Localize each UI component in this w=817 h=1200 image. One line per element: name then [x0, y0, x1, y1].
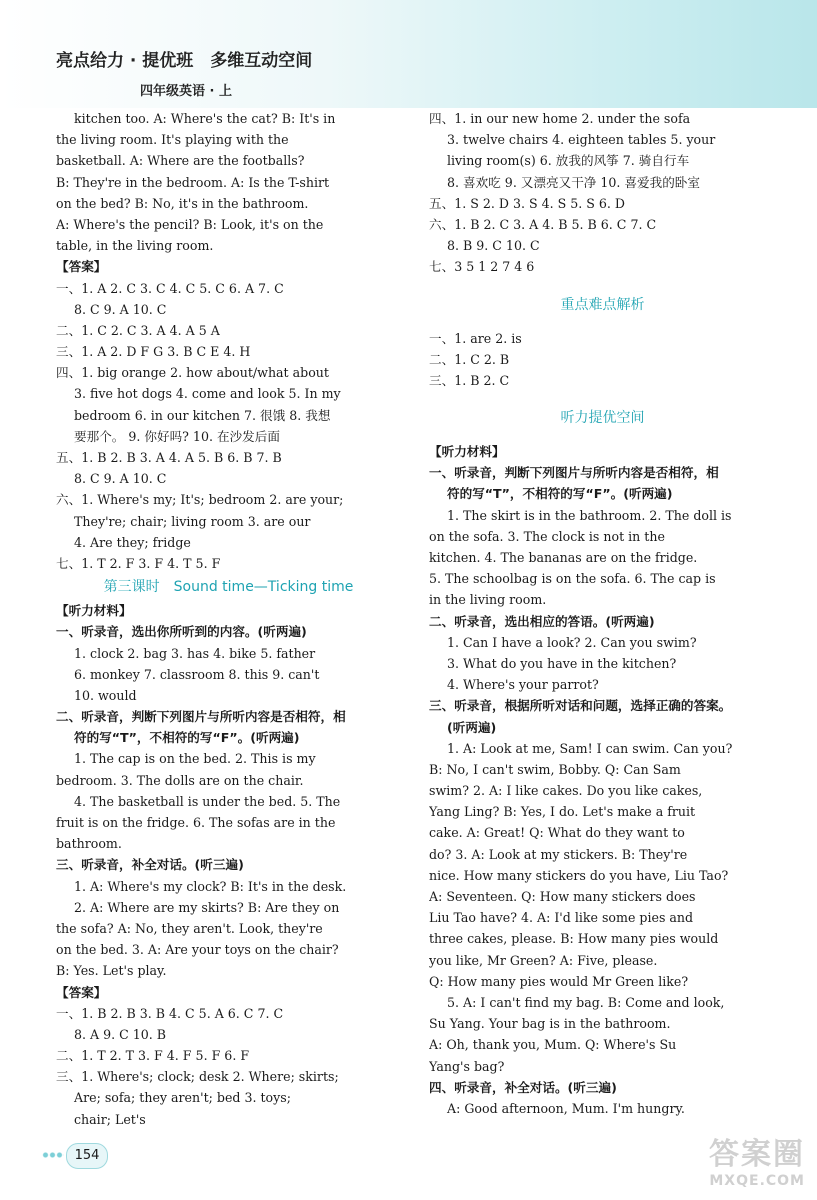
text-line: 4. Where's your parrot? — [447, 677, 599, 693]
answer-line: 8. A 9. C 10. B — [74, 1026, 167, 1042]
answer-line: 七、1. T 2. F 3. F 4. T 5. F — [56, 555, 221, 571]
watermark-url: MXQE.COM — [709, 1173, 805, 1189]
answer-line: bedroom 6. in our kitchen 7. 很饿 8. 我想 — [74, 407, 331, 423]
text-line: Q: How many pies would Mr Green like? — [429, 973, 689, 989]
text-line: fruit is on the fridge. 6. The sofas are in the — [56, 815, 336, 830]
text-line: nice. How many stickers do you have, Liu Tao? — [429, 867, 729, 883]
question-heading: 一、听录音，判断下列图片与所听内容是否相符，相 — [429, 465, 719, 481]
text-line: B: They're in the bedroom. A: Is the T-shirt — [56, 174, 330, 190]
answer-line: 一、1. are 2. is — [429, 330, 522, 346]
question-heading: 三、听录音，补全对话。(听三遍) — [56, 857, 244, 873]
decorative-dots — [42, 1151, 64, 1159]
text-line: 1. A: Where's my clock? B: It's in the desk. — [74, 878, 347, 894]
listening-block — [56, 621, 401, 981]
text-line: 5. A: I can't find my bag. B: Come and look, — [447, 994, 725, 1010]
text-line: B: No, I can't swim, Bobby. Q: Can Sam — [429, 761, 681, 777]
listening-label: 【听力材料】 — [429, 444, 505, 460]
answers-block-2 — [56, 1003, 401, 1130]
answer-line: 三、1. Where's; clock; desk 2. Where; skirts; — [56, 1069, 339, 1085]
text-line: cake. A: Great! Q: What do they want to — [429, 825, 685, 841]
key-points-block — [429, 328, 776, 392]
question-heading: 二、听录音，判断下列图片与所听内容是否相符，相 — [56, 709, 346, 725]
question-heading: 一、听录音，选出你所听到的内容。(听两遍) — [56, 624, 307, 640]
text-line: bedroom. 3. The dolls are on the chair. — [56, 772, 304, 788]
answer-line: 8. C 9. A 10. C — [74, 471, 167, 487]
answer-line: 七、3 5 1 2 7 4 6 — [429, 259, 535, 275]
question-heading: 二、听录音，选出相应的答语。(听两遍) — [429, 613, 655, 629]
text-line: kitchen. 4. The bananas are on the fridge. — [429, 550, 698, 565]
answer-line: 一、1. B 2. B 3. B 4. C 5. A 6. C 7. C — [56, 1005, 284, 1021]
text-line: 2. A: Where are my skirts? B: Are they on — [74, 899, 340, 915]
right-column — [429, 108, 776, 1119]
text-line: on the bed? B: No, it's in the bathroom. — [56, 195, 309, 211]
text-line: bathroom. — [56, 836, 122, 852]
listening-label: 【听力材料】 — [56, 603, 132, 619]
left-top-block — [56, 108, 401, 256]
text-line: swim? 2. A: I like cakes. Do you like cakes, — [429, 783, 703, 799]
section-heading-listening: 听力提优空间 — [560, 410, 645, 427]
answer-line: 三、1. B 2. C — [429, 372, 510, 388]
book-subtitle: 四年级英语 · 上 — [140, 84, 232, 99]
answer-line: chair; Let's — [74, 1111, 146, 1127]
text-line: basketball. A: Where are the footballs? — [56, 153, 305, 169]
answer-line: They're; chair; living room 3. are our — [74, 513, 311, 529]
lesson-heading: 第三课时 Sound time—Ticking time — [103, 579, 354, 596]
text-line: Liu Tao have? 4. A: I'd like some pies and — [429, 910, 694, 926]
right-top-block — [429, 108, 776, 278]
watermark — [709, 1138, 805, 1190]
question-heading: 四、听录音，补全对话。(听三遍) — [429, 1079, 617, 1095]
answer-line: 4. Are they; fridge — [74, 534, 191, 550]
text-line: A: Where's the pencil? B: Look, it's on the — [56, 216, 324, 232]
series-title: 亮点给力 · 提优班 多维互动空间 — [56, 51, 313, 71]
text-line: the living room. It's playing with the — [56, 132, 289, 148]
text-line: 1. Can I have a look? 2. Can you swim? — [447, 634, 697, 650]
text-line: Yang's bag? — [429, 1058, 505, 1074]
text-line: B: Yes. Let's play. — [56, 963, 167, 979]
text-line: 10. would — [74, 687, 137, 703]
answer-line: 一、1. A 2. C 3. C 4. C 5. C 6. A 7. C — [56, 280, 284, 296]
answer-line: 二、1. C 2. C 3. A 4. A 5 A — [56, 322, 220, 338]
text-line: three cakes, please. B: How many pies would — [429, 931, 719, 947]
text-line: you like, Mr Green? A: Five, please. — [429, 952, 658, 968]
answer-line: 8. B 9. C 10. C — [447, 238, 540, 254]
text-line: on the sofa. 3. The clock is not in the — [429, 528, 665, 544]
answer-line: 3. five hot dogs 4. come and look 5. In my — [74, 386, 341, 402]
answer-line: 二、1. T 2. T 3. F 4. F 5. F 6. F — [56, 1048, 250, 1064]
answer-line: 五、1. B 2. B 3. A 4. A 5. B 6. B 7. B — [56, 450, 282, 465]
text-line: A: Oh, thank you, Mum. Q: Where's Su — [429, 1037, 677, 1053]
answer-line: 8. C 9. A 10. C — [74, 301, 167, 317]
text-line: Yang Ling? B: Yes, I do. Let's make a fruit — [429, 804, 696, 820]
section-heading-key-points: 重点难点解析 — [560, 296, 645, 313]
answer-line: living room(s) 6. 放我的风筝 7. 骑自行车 — [447, 153, 690, 169]
answer-line: 六、1. Where's my; It's; bedroom 2. are your; — [56, 492, 344, 508]
answer-line: Are; sofa; they aren't; bed 3. toys; — [74, 1090, 291, 1106]
text-line: in the living room. — [429, 592, 547, 608]
text-line: table, in the living room. — [56, 238, 214, 254]
text-line: A: Good afternoon, Mum. I'm hungry. — [447, 1100, 685, 1116]
text-line: A: Seventeen. Q: How many stickers does — [429, 889, 696, 904]
page-number: 154 — [66, 1143, 108, 1169]
text-line: 1. The skirt is in the bathroom. 2. The doll is — [447, 507, 732, 523]
text-line: 1. The cap is on the bed. 2. This is my — [74, 751, 316, 767]
answer-line: 五、1. S 2. D 3. S 4. S 5. S 6. D — [429, 195, 626, 211]
text-line: 6. monkey 7. classroom 8. this 9. can't — [74, 666, 320, 682]
answer-line: 二、1. C 2. B — [429, 351, 510, 367]
text-line: Su Yang. Your bag is in the bathroom. — [429, 1016, 671, 1032]
answer-line: 三、1. A 2. D F G 3. B C E 4. H — [56, 344, 251, 360]
left-column — [56, 108, 401, 1130]
question-heading: 三、听录音，根据所听对话和问题，选择正确的答案。 — [429, 698, 732, 714]
question-heading: (听两遍) — [447, 719, 497, 735]
answer-line: 四、1. big orange 2. how about/what about — [56, 365, 329, 381]
text-line: 1. A: Look at me, Sam! I can swim. Can you? — [447, 740, 733, 756]
text-line: do? 3. A: Look at my stickers. B: They're — [429, 846, 688, 862]
text-line: kitchen too. A: Where's the cat? B: It's in — [74, 111, 336, 126]
listening-block-right — [429, 462, 776, 1119]
text-line: 3. What do you have in the kitchen? — [447, 655, 677, 671]
answer-line: 要那个。 9. 你好吗? 10. 在沙发后面 — [74, 428, 280, 444]
answer-line: 8. 喜欢吃 9. 又漂亮又干净 10. 喜爱我的卧室 — [447, 174, 700, 190]
answers-block-1 — [56, 278, 401, 575]
question-heading: 符的写“T”，不相符的写“F”。(听两遍) — [447, 486, 673, 502]
text-line: the sofa? A: No, they aren't. Look, they're — [56, 920, 323, 936]
watermark-logo: 答案圈 — [709, 1137, 805, 1172]
question-heading: 符的写“T”，不相符的写“F”。(听两遍) — [74, 730, 300, 746]
answer-line: 3. twelve chairs 4. eighteen tables 5. your — [447, 132, 716, 148]
text-line: 4. The basketball is under the bed. 5. The — [74, 793, 341, 809]
text-line: 1. clock 2. bag 3. has 4. bike 5. father — [74, 645, 316, 661]
answers-label: 【答案】 — [56, 984, 107, 1000]
text-line: 5. The schoolbag is on the sofa. 6. The cap is — [429, 571, 716, 587]
answers-label: 【答案】 — [56, 259, 107, 275]
answer-line: 六、1. B 2. C 3. A 4. B 5. B 6. C 7. C — [429, 216, 657, 232]
text-line: on the bed. 3. A: Are your toys on the chair? — [56, 942, 339, 958]
answer-line: 四、1. in our new home 2. under the sofa — [429, 111, 691, 126]
